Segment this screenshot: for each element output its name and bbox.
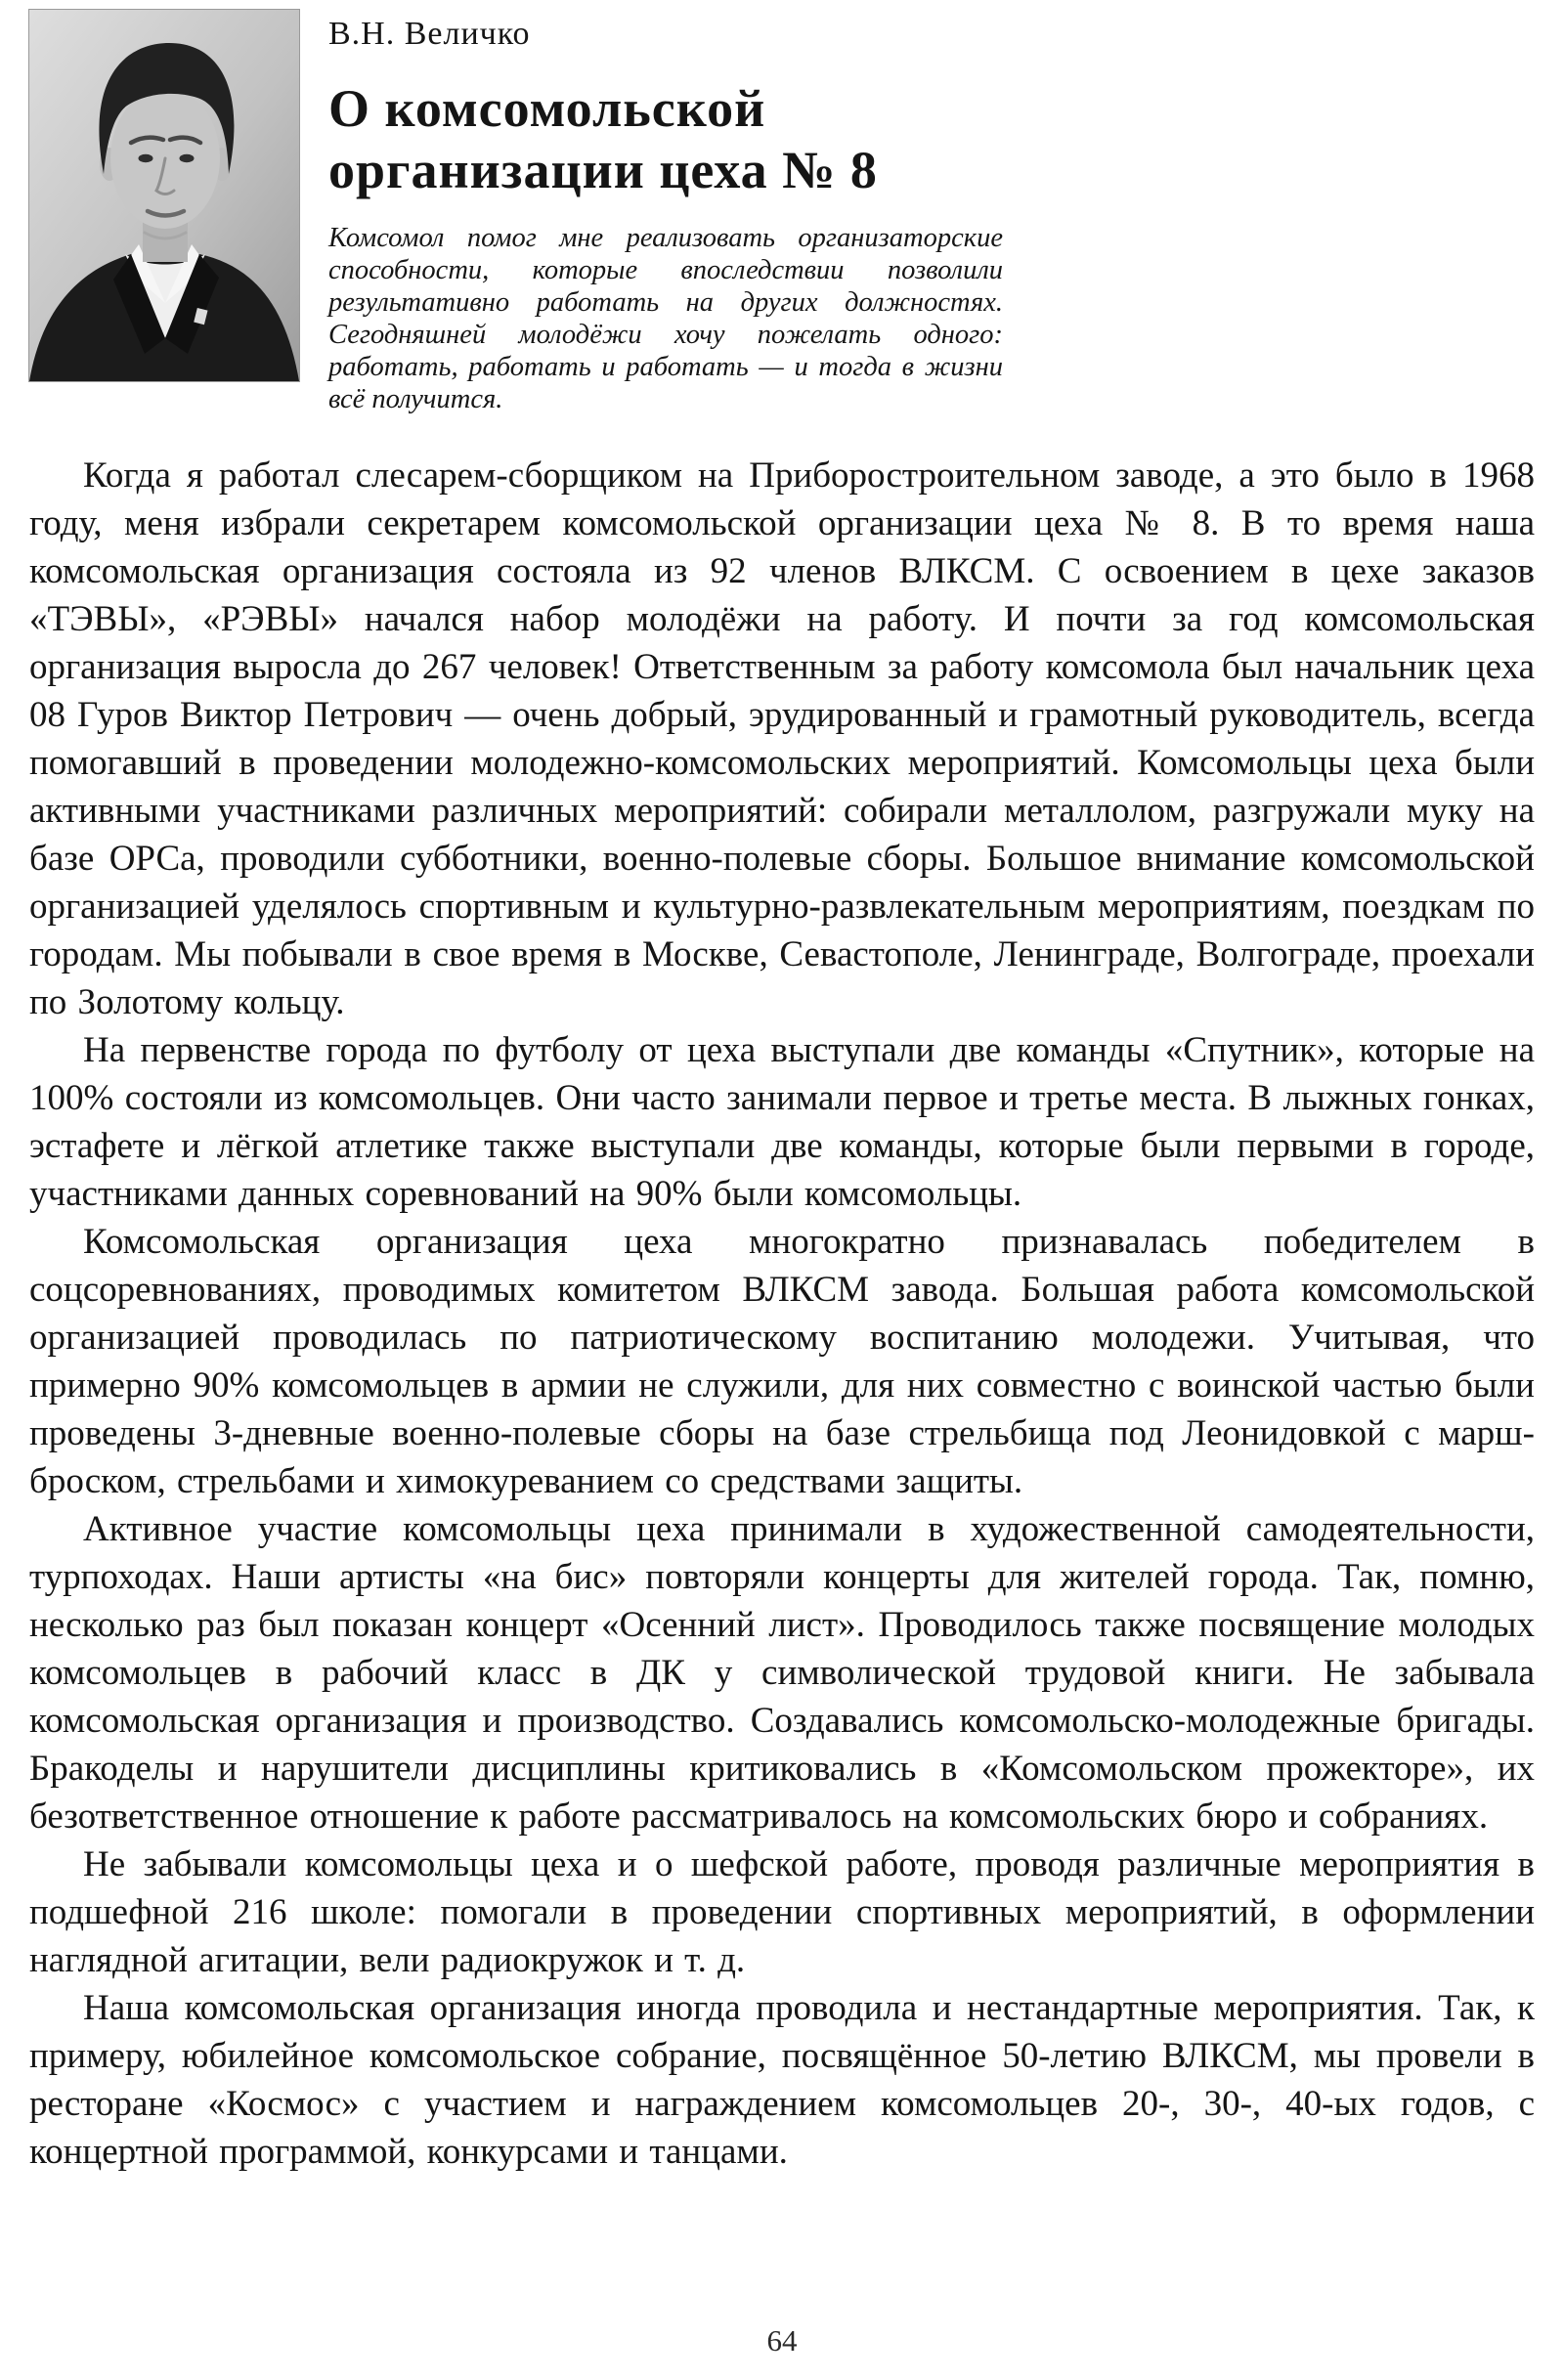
portrait-photo-illustration — [29, 10, 299, 381]
body-text — [29, 452, 1535, 2176]
page-header — [29, 10, 1535, 416]
paragraph-1: Когда я работал слесарем-сборщиком на Приборостроительном заводе, а это было в 1968 году, меня избрали секретарем комсомольской организации цеха № 8. В то время наша комсомольская организация состояла из 92 членов ВЛКСМ. С освоением в цехе заказов «ТЭВЫ», «РЭВЫ» начался набор молодёжи на работу. И почти за год комсомольская организация выросла до 267 человек! Ответственным за работу комсомола был начальник цеха 08 Гуров Виктор Петрович — очень добрый, эрудированный и грамотный руководитель, всегда помогавший в проведении молодежно-комсомольских мероприятий. Комсомольцы цеха были активными участниками различных мероприятий: собирали металлолом, разгружали муку на базе ОРСа, проводили субботники, военно-полевые сборы. Большое внимание комсомольской организацией уделялось спортивным и культурно-развлекательным мероприятиям, поездкам по городам. Мы побывали в свое время в Москве, Севастополе, Ленинграде, Волгограде, проехали по Золотому кольцу. — [29, 454, 1535, 1022]
paragraph-2: На первенстве города по футболу от цеха выступали две команды «Спутник», которые на 100% состояли из комсомольцев. Они часто занимали первое и третье места. В лыжных гонках, эстафете и лёгкой атлетике также выступали две команды, которые были первыми в городе, участниками данных соревнований на 90% были комсомольцы. — [29, 1029, 1535, 1214]
paragraph-5: Не забывали комсомольцы цеха и о шефской работе, проводя различные мероприятия в подшефной 216 школе: помогали в проведении спортивных мероприятий, в оформлении наглядной агитации, вели радиокружок и т. д. — [29, 1843, 1535, 1980]
paragraph-3: Комсомольская организация цеха многократно признавалась победителем в соцсоревнованиях, проводимых комитетом ВЛКСМ завода. Большая работа комсомольской организацией проводилась по патриотическому воспитанию молодежи. Учитывая, что примерно 90% комсомольцев в армии не служили, для них совместно с воинской частью были проведены 3-дневные военно-полевые сборы на базе стрельбища под Леонидовкой с марш-броском, стрельбами и химокуреванием со средствами защиты. — [29, 1221, 1535, 1501]
page-number: 64 — [766, 2323, 798, 2358]
author-name: В.Н. Величко — [328, 16, 531, 52]
page-title — [328, 78, 1003, 200]
paragraph-6: Наша комсомольская организация иногда проводила и нестандартные мероприятия. Так, к примеру, юбилейное комсомольское собрание, посвящённое 50-летию ВЛКСМ, мы провели в ресторане «Космос» с участием и награждением комсомольцев 20-, 30-, 40-ых годов, с концертной программой, конкурсами и танцами. — [29, 1987, 1535, 2172]
epigraph: Комсомол помог мне реализовать организаторские способности, которые впоследствии позволили результативно работать на других должностях. Сегодняшней молодёжи хочу пожелать одного: работать, работать и работать — и тогда в жизни всё получится. — [328, 223, 1003, 415]
portrait-photo — [29, 10, 299, 381]
header-text-block — [328, 10, 1003, 416]
page-title-line-1: О комсомольской — [328, 79, 766, 138]
paragraph-4: Активное участие комсомольцы цеха принимали в художественной самодеятельности, турпоходах. Наши артисты «на бис» повторяли концерты для жителей города. Так, помню, несколько раз был показан концерт «Осенний лист». Проводилось также посвящение молодых комсомольцев в рабочий класс в ДК у символической трудовой книги. Не забывала комсомольская организация и производство. Создавались комсомольско-молодежные бригады. Бракоделы и нарушители дисциплины критиковались в «Комсомольском прожекторе», их безответственное отношение к работе рассматривалось на комсомольских бюро и собраниях. — [29, 1508, 1535, 1837]
page-title-line-2: организации цеха № 8 — [328, 140, 878, 199]
